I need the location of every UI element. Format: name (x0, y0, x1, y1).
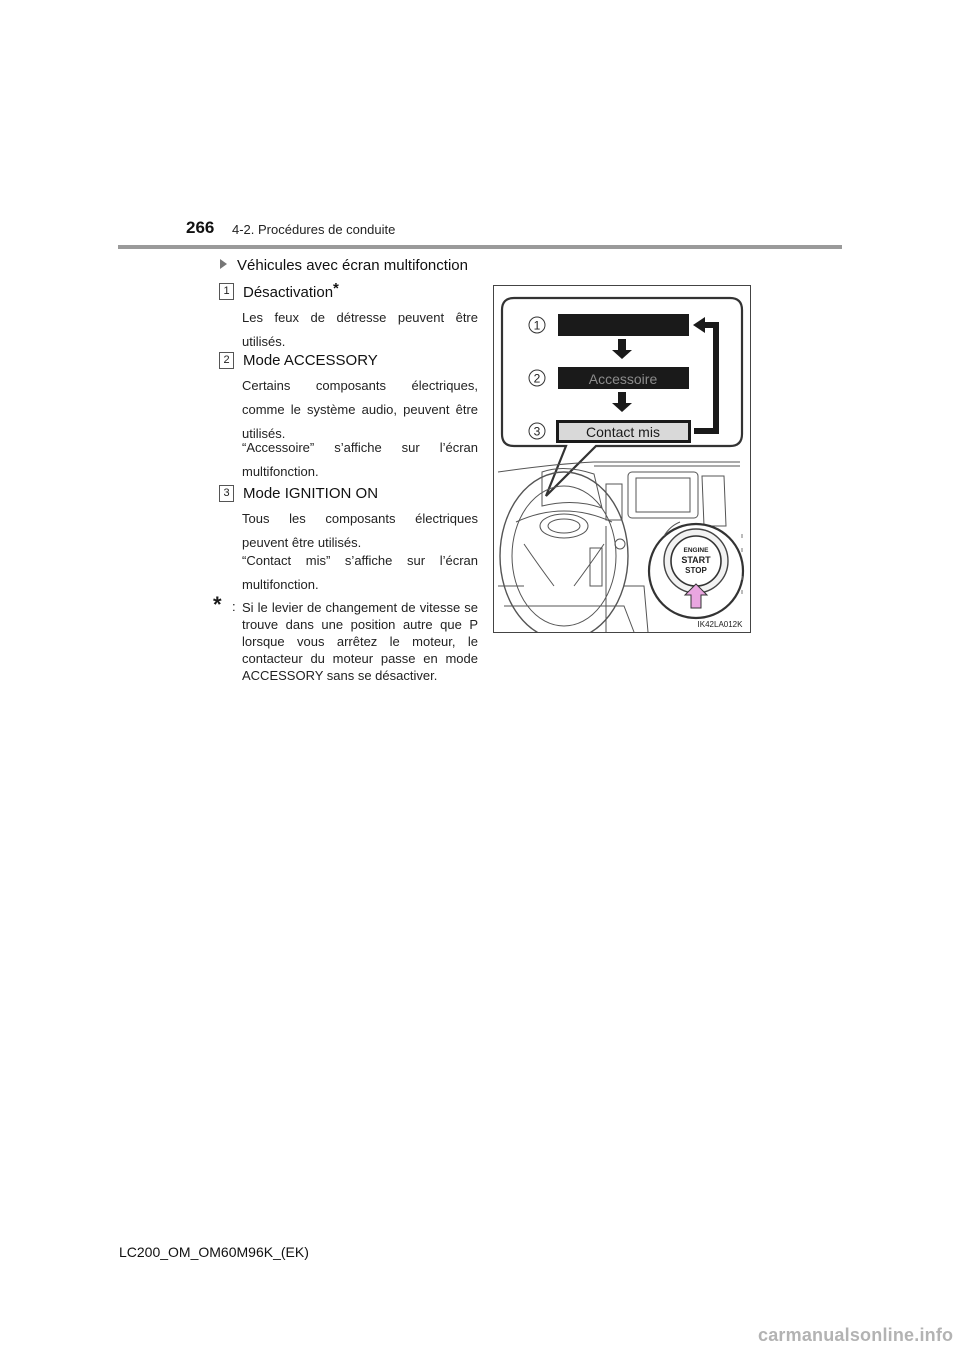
item-2-paragraph-2: “Accessoire” s’affiche sur l’écran multifonction. (242, 440, 478, 479)
footer-doc-code: LC200_OM_OM60M96K_(EK) (119, 1244, 309, 1260)
display-contact-label: Contact mis (586, 424, 660, 440)
header-divider (118, 245, 842, 249)
item-2-number-badge: 2 (219, 352, 234, 369)
svg-text:1: 1 (533, 318, 541, 333)
item-2-title: Mode ACCESSORY (243, 352, 378, 369)
svg-text:2: 2 (533, 371, 541, 386)
footnote-text: Si le levier de changement de vitesse se trouve dans une position autre que P lorsque vous arrêtez le moteur, le contacteur du moteur passe en mode ACCESSORY sans se désactiver. (242, 600, 478, 683)
button-text-stop: STOP (685, 566, 707, 575)
watermark: carmanualsonline.info (758, 1325, 954, 1345)
page-number: 266 (186, 218, 215, 237)
item-1-number-badge: 1 (219, 283, 234, 300)
item-2-paragraph-1: Certains composants électriques, comme le système audio, peuvent être utilisés. (242, 378, 478, 441)
display-accessoire-label: Accessoire (588, 371, 658, 387)
footnote-separator: : (232, 599, 236, 614)
subheading-text: Véhicules avec écran multifonction (237, 257, 468, 274)
item-1-title-text: Désactivation (243, 284, 334, 301)
footnote-star: * (213, 592, 222, 617)
footnote-mark: * (333, 280, 339, 297)
engine-switch-illustration (493, 285, 751, 633)
step-3-badge (529, 423, 545, 439)
button-text-engine: ENGINE (683, 547, 709, 554)
item-1-paragraph: Les feux de détresse peuvent être utilisés. (242, 310, 478, 349)
item-3-paragraph-2: “Contact mis” s’affiche sur l’écran multifonction. (242, 553, 478, 592)
item-1-title (243, 280, 339, 301)
button-text-start: START (681, 555, 711, 565)
step-1-badge (529, 317, 545, 333)
display-off-bar (558, 314, 689, 336)
item-3-paragraph-1: Tous les composants électriques peuvent être utilisés. (242, 511, 478, 550)
triangle-bullet-icon (220, 259, 227, 269)
item-3-number-badge: 3 (219, 485, 234, 502)
item-3-title: Mode IGNITION ON (243, 485, 379, 502)
section-title: 4-2. Procédures de conduite (232, 222, 396, 237)
step-2-badge (529, 370, 545, 386)
subheading (220, 257, 468, 274)
figure-code: IK42LA012K (697, 620, 743, 629)
svg-text:3: 3 (533, 424, 541, 439)
